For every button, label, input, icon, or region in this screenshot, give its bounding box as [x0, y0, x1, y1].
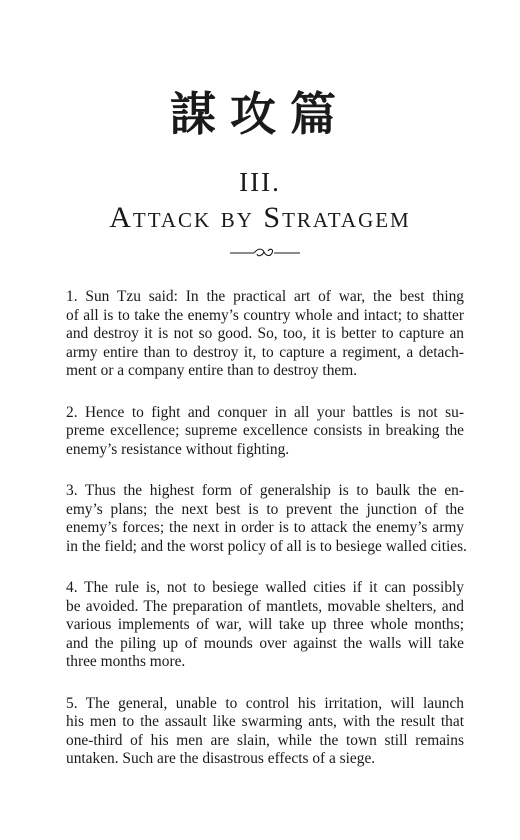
- text-line: in the field; and the worst policy of all is to besiege walled cities.: [66, 537, 467, 555]
- text-line: his men to the assault like swarming ants, with the result that: [66, 713, 464, 730]
- paragraph-2: [66, 404, 464, 460]
- text-line: three months more.: [66, 653, 186, 670]
- text-line: and the piling up of mounds over against the walls will take: [66, 634, 464, 652]
- text-line: 4. The rule is, not to besiege walled cities if it can possibly: [66, 579, 464, 596]
- text-line: of all is to take the enemy’s country whole and intact; to shatter: [66, 306, 464, 324]
- ornament-divider-icon: [230, 246, 300, 260]
- text-line: enemy’s forces; the next in order is to attack the enemy’s army: [66, 519, 464, 536]
- text-line: one-third of his men are slain, while the town still remains: [66, 731, 464, 749]
- chapter-title: Attack by Stratagem: [109, 201, 411, 234]
- text-line: 5. The general, unable to control his irritation, will launch: [66, 694, 464, 712]
- paragraph-4: [66, 579, 464, 672]
- text-line: 3. Thus the highest form of generalship is to baulk the en-: [66, 482, 464, 499]
- chinese-chapter-title: 謀攻篇: [170, 87, 350, 141]
- text-line: 1. Sun Tzu said: In the practical art of war, the best thing: [66, 288, 464, 305]
- text-line: emy’s plans; the next best is to prevent the junction of the: [66, 500, 464, 518]
- chapter-number: III.: [239, 167, 281, 197]
- text-line: various implements of war, will take up three whole months;: [66, 616, 464, 633]
- paragraph-1: [66, 288, 464, 381]
- text-line: untaken. Such are the disastrous effects of a siege.: [66, 750, 376, 767]
- text-line: ment or a company entire than to destroy them.: [66, 362, 358, 379]
- text-line: and destroy it is not so good. So, too, it is better to capture an: [66, 325, 464, 342]
- text-line: army entire than to destroy it, to capture a regiment, a detach-: [66, 343, 464, 361]
- body-text: [66, 288, 467, 792]
- paragraph-5: [66, 695, 464, 769]
- text-line: be avoided. The preparation of mantlets, movable shelters, and: [66, 597, 464, 615]
- text-line: 2. Hence to fight and conquer in all your battles is not su-: [66, 403, 464, 421]
- paragraph-3: [66, 482, 467, 556]
- text-line: preme excellence; supreme excellence consists in breaking the: [66, 422, 464, 439]
- text-line: enemy’s resistance without fighting.: [66, 440, 290, 458]
